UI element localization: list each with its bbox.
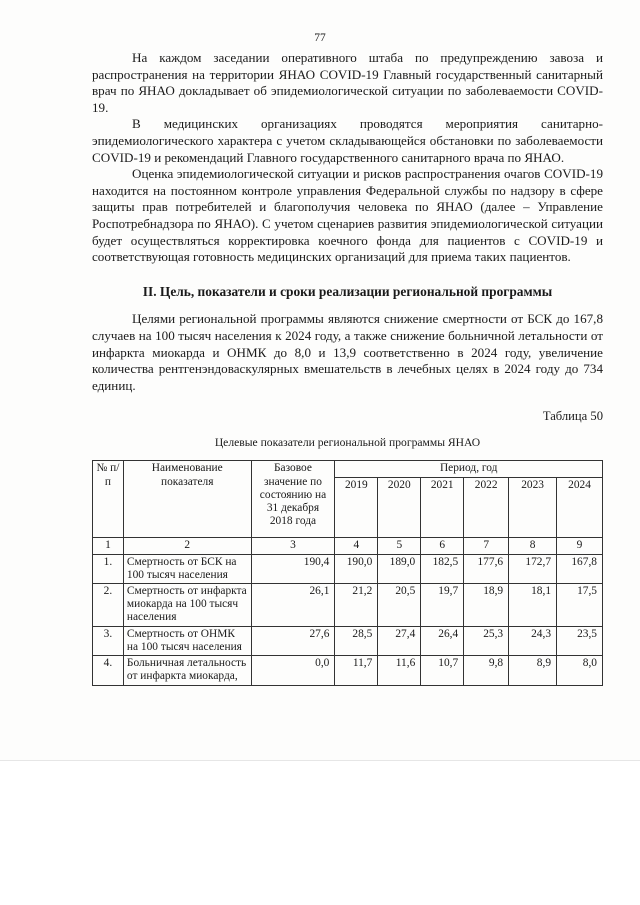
- header-name: Наименование показателя: [123, 461, 251, 538]
- page-number: 77: [314, 32, 326, 44]
- header-year: 2023: [509, 478, 557, 538]
- table-header-row: [93, 461, 603, 478]
- row-num: 4.: [93, 656, 124, 685]
- paragraph-2: В медицинских организациях проводятся мероприятия санитарно-эпидемиологического характера с учетом складывающейся обстановки по заболеваемости COVID-19 и рекомендаций Главного государственного санитарного врача по ЯНАО.: [92, 116, 603, 165]
- table-caption: Целевые показатели региональной программы ЯНАО: [214, 435, 481, 449]
- table-row: [93, 656, 603, 685]
- row-value: 18,9: [464, 584, 509, 627]
- header-year: 2021: [421, 478, 464, 538]
- paragraph-1: На каждом заседании оперативного штаба по предупреждению завоза и распространения на территории ЯНАО COVID-19 Главный государственный санитарный врач по ЯНАО докладывает об эпидемиологической ситуации по заболеваемости COVID-19.: [92, 50, 603, 115]
- column-numbers-row: [93, 538, 603, 554]
- row-value: 11,6: [378, 656, 421, 685]
- row-value: 28,5: [335, 626, 378, 655]
- row-indicator-name: Смертность от ОНМК на 100 тысяч населения: [123, 626, 251, 655]
- row-value: 167,8: [557, 554, 603, 583]
- row-base-value: 26,1: [251, 584, 335, 627]
- header-period: Период, год: [335, 461, 603, 478]
- row-value: 172,7: [509, 554, 557, 583]
- header-year: 2022: [464, 478, 509, 538]
- row-value: 24,3: [509, 626, 557, 655]
- row-value: 20,5: [378, 584, 421, 627]
- row-value: 182,5: [421, 554, 464, 583]
- goal-paragraph: Целями региональной программы являются снижение смертности от БСК до 167,8 случаев на 100 тысяч населения к 2024 году, а также снижение больничной летальности от инфаркта миокарда и ОНМК до 8,0 и 13,9 соответственно в 2024 году, увеличение количества рентгенэндоваскулярных вмешательств в лечебных целях в 2024 году до 734 единиц.: [92, 311, 603, 393]
- table-row: [93, 626, 603, 655]
- row-value: 9,8: [464, 656, 509, 685]
- row-value: 17,5: [557, 584, 603, 627]
- column-number: 8: [509, 538, 557, 554]
- row-indicator-name: Больничная летальность от инфаркта миокарда,: [123, 656, 251, 685]
- row-num: 1.: [93, 554, 124, 583]
- header-year: 2019: [335, 478, 378, 538]
- column-number: 3: [251, 538, 335, 554]
- row-value: 27,4: [378, 626, 421, 655]
- column-number: 2: [123, 538, 251, 554]
- row-base-value: 190,4: [251, 554, 335, 583]
- row-num: 2.: [93, 584, 124, 627]
- table-row: [93, 584, 603, 627]
- table-reference: Таблица 50: [542, 409, 603, 424]
- row-indicator-name: Смертность от БСК на 100 тысяч населения: [123, 554, 251, 583]
- row-value: 189,0: [378, 554, 421, 583]
- row-num: 3.: [93, 626, 124, 655]
- column-number: 7: [464, 538, 509, 554]
- header-num: № п/п: [93, 461, 124, 538]
- column-number: 6: [421, 538, 464, 554]
- row-value: 18,1: [509, 584, 557, 627]
- column-number: 4: [335, 538, 378, 554]
- indicators-table: [92, 460, 603, 685]
- row-value: 26,4: [421, 626, 464, 655]
- table-row: [93, 554, 603, 583]
- header-year: 2024: [557, 478, 603, 538]
- row-value: 21,2: [335, 584, 378, 627]
- section-heading: II. Цель, показатели и сроки реализации региональной программы: [142, 283, 553, 299]
- row-base-value: 27,6: [251, 626, 335, 655]
- row-value: 19,7: [421, 584, 464, 627]
- row-base-value: 0,0: [251, 656, 335, 685]
- row-value: 8,9: [509, 656, 557, 685]
- row-indicator-name: Смертность от инфаркта миокарда на 100 тысяч населения: [123, 584, 251, 627]
- paragraph-3: Оценка эпидемиологической ситуации и рисков распространения очагов COVID-19 находится на постоянном контроле управления Федеральной службы по надзору в сфере защиты прав потребителей и благополучия человека по ЯНАО (далее – Управление Роспотребнадзора по ЯНАО). С учетом сценариев развития эпидемиологической ситуации будет осуществляться корректировка коечного фонда для пациентов с COVID-19 и соответствующая готовность медицинских организаций для приема таких пациентов.: [92, 166, 603, 265]
- column-number: 5: [378, 538, 421, 554]
- column-number: 1: [93, 538, 124, 554]
- row-value: 25,3: [464, 626, 509, 655]
- header-base: Базовое значение по состоянию на 31 декабря 2018 года: [251, 461, 335, 538]
- row-value: 11,7: [335, 656, 378, 685]
- page-content: [92, 50, 603, 686]
- row-value: 10,7: [421, 656, 464, 685]
- row-value: 177,6: [464, 554, 509, 583]
- row-value: 8,0: [557, 656, 603, 685]
- row-value: 23,5: [557, 626, 603, 655]
- row-value: 190,0: [335, 554, 378, 583]
- column-number: 9: [557, 538, 603, 554]
- header-year: 2020: [378, 478, 421, 538]
